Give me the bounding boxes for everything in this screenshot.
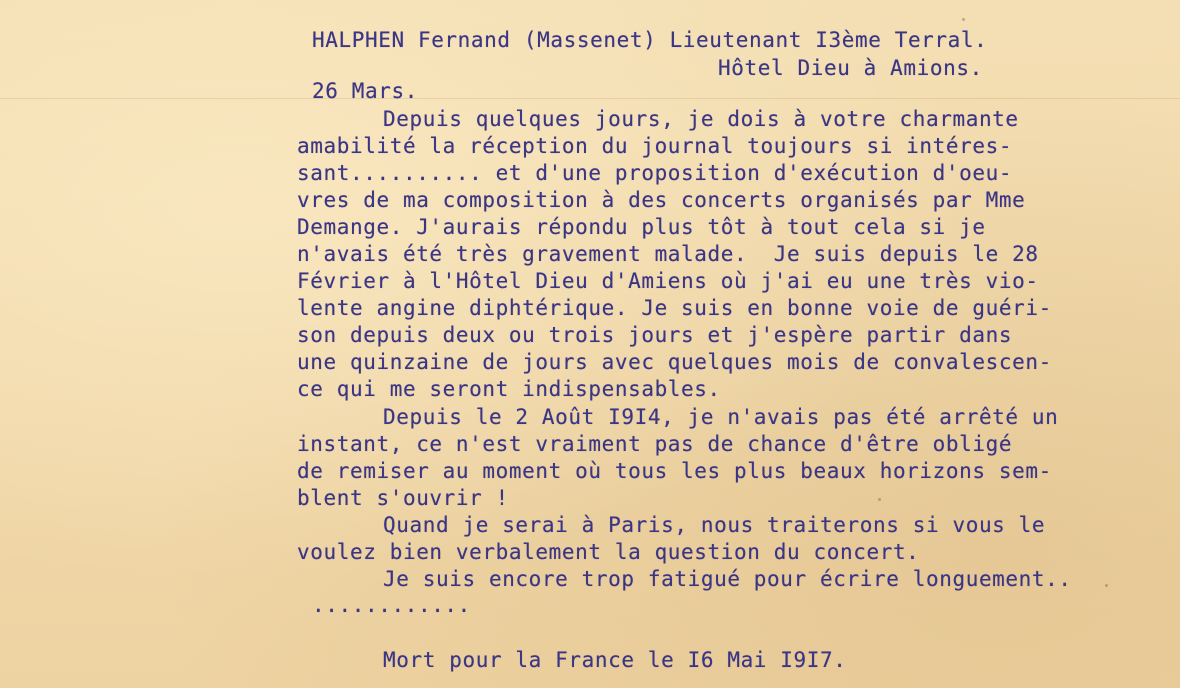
header-line-2: Hôtel Dieu à Amions. <box>718 56 983 80</box>
body-line: lente angine diphtérique. Je suis en bonne voie de guéri- <box>297 296 1052 320</box>
body-line: voulez bien verbalement la question du concert. <box>297 540 920 564</box>
body-line: vres de ma composition à des concerts organisés par Mme <box>297 188 1026 212</box>
body-line: Demange. J'aurais répondu plus tôt à tout cela si je <box>297 215 986 239</box>
body-line: blent s'ouvrir ! <box>297 486 509 510</box>
body-line: n'avais été très gravement malade. Je suis depuis le 28 <box>297 242 1039 266</box>
paper-speck <box>1105 584 1108 587</box>
body-line: Depuis quelques jours, je dois à votre charmante <box>383 107 1019 131</box>
body-line: ce qui me seront indispensables. <box>297 377 721 401</box>
body-line: de remiser au moment où tous les plus beaux horizons sem- <box>297 459 1052 483</box>
body-line: instant, ce n'est vraiment pas de chance d'être obligé <box>297 432 1013 456</box>
paper-speck <box>962 18 965 21</box>
ellipsis-line: ............ <box>312 593 471 617</box>
body-line: une quinzaine de jours avec quelques mois de convalescen- <box>297 350 1052 374</box>
footer-note: Mort pour la France le I6 Mai I9I7. <box>383 648 847 672</box>
body-line: Je suis encore trop fatigué pour écrire longuement.. <box>383 567 1072 591</box>
paper-speck <box>878 498 881 501</box>
body-line: son depuis deux ou trois jours et j'espère partir dans <box>297 323 1013 347</box>
body-line: sant.......... et d'une proposition d'exécution d'oeu- <box>297 161 1013 185</box>
body-line: Février à l'Hôtel Dieu d'Amiens où j'ai eu une très vio- <box>297 269 1039 293</box>
letter-date: 26 Mars. <box>312 79 418 103</box>
paper-fold <box>0 98 1180 99</box>
body-line: Depuis le 2 Août I9I4, je n'avais pas été arrêté un <box>383 405 1059 429</box>
body-line: Quand je serai à Paris, nous traiterons si vous le <box>383 513 1046 537</box>
header-line-1: HALPHEN Fernand (Massenet) Lieutenant I3ème Terral. <box>312 28 988 52</box>
body-line: amabilité la réception du journal toujours si intéres- <box>297 134 1013 158</box>
